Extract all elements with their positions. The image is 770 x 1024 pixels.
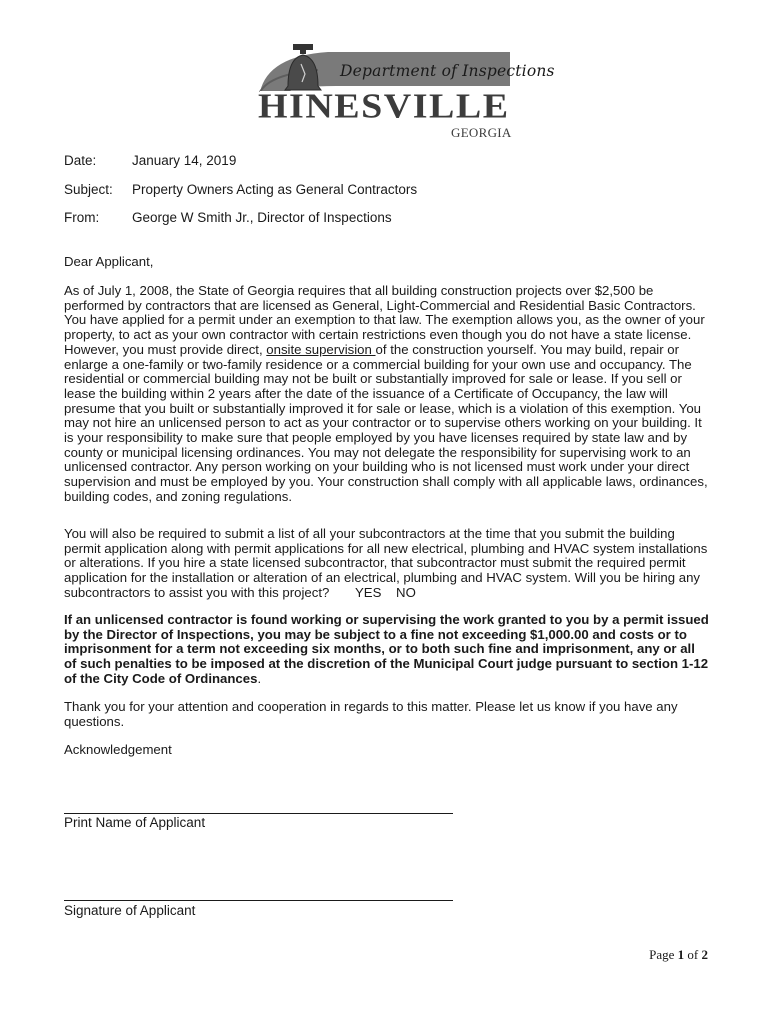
department-name: Department of Inspections [340, 62, 555, 80]
signature-line[interactable] [64, 900, 453, 901]
onsite-supervision-text: onsite supervision [266, 341, 376, 357]
date-row [64, 153, 236, 168]
print-name-label: Print Name of Applicant [64, 815, 206, 830]
subject-label: Subject: [64, 182, 113, 197]
no-option[interactable]: NO [396, 584, 416, 600]
paragraph-exemption [64, 284, 709, 505]
yes-option[interactable]: YES [355, 584, 382, 600]
signature-label: Signature of Applicant [64, 903, 196, 918]
paragraph-exemption-part1: As of July 1, 2008, the State of Georgia requires that all building construction projects over $2,500 be performed by contractors that are licensed as General, Light-Commercial and Residential Basic Contractors. You have applied for a permit under an exemption to that law. The exemption allows you, as the owner of your property, to act as your own contractor with certain restrictions even though you do not have a state license. However, you must provide direct, [64, 283, 705, 357]
from-label: From: [64, 210, 100, 225]
page-total: 2 [701, 947, 708, 962]
paragraph-subcontractors-text: You will also be required to submit a list of all your subcontractors at the time that you submit the building permit application along with permit applications for all new electrical, plumbing and HVAC system installations or alterations. If you hire a state licensed subcontractor, that subcontractor must submit the required permit application for the installation or alteration of an electrical, plumbing and HVAC system. Will you be hiring any subcontractors to assist you with this project? [64, 526, 708, 600]
page-current: 1 [677, 947, 685, 962]
subject-value: Property Owners Acting as General Contractors [132, 182, 418, 197]
page-word: Page [649, 947, 675, 962]
state-name: GEORGIA [451, 125, 512, 140]
date-value: January 14, 2019 [132, 153, 237, 168]
city-name: HINESVILLE [258, 86, 510, 126]
from-row [64, 210, 392, 225]
penalty-tail: . [257, 670, 262, 686]
subject-row [64, 182, 417, 197]
acknowledgement-heading: Acknowledgement [64, 742, 172, 757]
salutation: Dear Applicant, [64, 254, 154, 269]
page-of: of [687, 947, 699, 962]
from-value: George W Smith Jr., Director of Inspections [132, 210, 392, 225]
paragraph-penalty [64, 613, 709, 687]
page-number [649, 947, 708, 963]
penalty-bold-text: If an unlicensed contractor is found working or supervising the work granted to you by a permit issued by the Director of Inspections, you may be subject to a fine not exceeding $1,000.00 and costs or to imprisonment for a term not exceeding six months, or to both such fine and imprisonment, any or all of such penalties to be imposed at the discretion of the Municipal Court judge pursuant to section 1-12 of the City Code of Ordinances [64, 612, 709, 686]
print-name-line[interactable] [64, 813, 453, 814]
date-label: Date: [64, 153, 97, 168]
paragraph-exemption-part2: of the construction yourself. You may build, repair or enlarge a one-family or two-family residence or a commercial building for your own use and occupancy. The residential or commercial building may not be built or substantially improved for sale or lease. If you sell or lease the building within 2 years after the date of the issuance of a Certificate of Occupancy, the law will presume that you built or substantially improved it for sale or lease, which is a violation of this exemption. You may not hire an unlicensed person to act as your contractor or to supervise others working on your building. It is your responsibility to make sure that people employed by you have licenses required by state law and by county or municipal licensing ordinances. You may not delegate the responsibility for supervising work to an unlicensed contractor. Any person working on your building who is not licensed must work under your direct supervision and must be employed by you. Your construction shall comply with all applicable laws, ordinances, building codes, and zoning regulations. [64, 341, 708, 504]
paragraph-subcontractors [64, 527, 709, 601]
paragraph-thanks: Thank you for your attention and cooperation in regards to this matter. Please let us know if you have any questions. [64, 699, 678, 729]
